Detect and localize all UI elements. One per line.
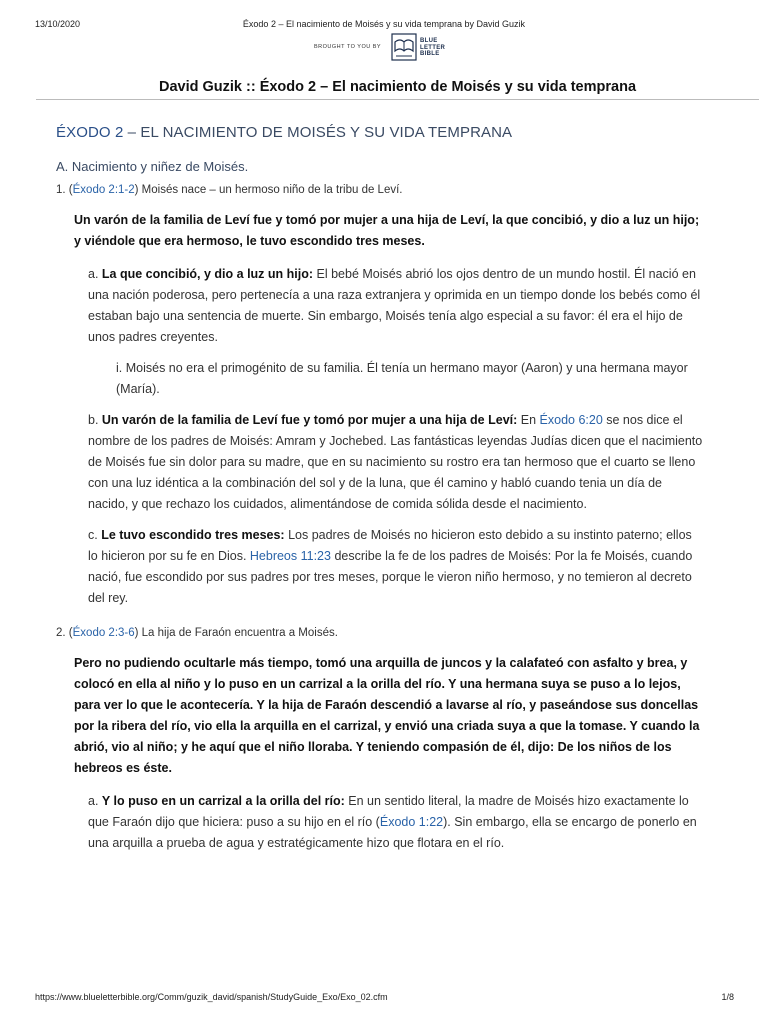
brand-name-line1: BLUE bbox=[420, 38, 438, 44]
paragraph-b-lead: Un varón de la familia de Leví fue y tomó por mujer a una hija de Leví: bbox=[101, 413, 518, 427]
page-number: 1/8 bbox=[721, 992, 734, 1002]
brand-name bbox=[420, 38, 445, 58]
brand-tagline: BROUGHT TO YOU BY bbox=[314, 44, 382, 50]
brand-name-line3: BIBLE bbox=[420, 51, 440, 57]
page-url: https://www.blueletterbible.org/Comm/guzik_david/spanish/StudyGuide_Exo/Exo_02.cfm bbox=[35, 992, 388, 1002]
scripture-quote-1: Un varón de la familia de Leví fue y tomó por mujer a una hija de Leví, la que concibió, y dio a luz un hijo; y viéndole que era hermoso, le tuvo escondido tres meses. bbox=[74, 213, 700, 248]
point-1-prefix: 1. ( bbox=[56, 184, 73, 196]
paragraph-c-text: describe la fe de los padres de Moisés: Por la fe Moisés, cuando nació, fue escondido por sus padres por tres meses, porque le vieron niño hermoso, y no temieron al decreto del rey. bbox=[88, 549, 693, 605]
print-header bbox=[0, 0, 768, 30]
document-title: David Guzik :: Éxodo 2 – El nacimiento de Moisés y su vida temprana bbox=[36, 79, 759, 100]
paragraph-c-pre: Los padres de Moisés no hicieron esto debido a su instinto paterno; ellos lo hicieron por su fe en Dios. bbox=[88, 528, 692, 563]
paragraph-2-a-ref-link[interactable]: Éxodo 1:22 bbox=[379, 815, 444, 829]
paragraph-2-a bbox=[88, 791, 704, 854]
paragraph-a-lead: La que concibió, y dio a luz un hijo: bbox=[101, 267, 314, 281]
point-1-ref-link[interactable]: Éxodo 2:1-2 bbox=[72, 184, 135, 196]
brand-logo-block[interactable] bbox=[314, 33, 464, 63]
paragraph-b-pre: En bbox=[517, 413, 540, 427]
paragraph-b-text: se nos dice el nombre de los padres de Moisés: Amram y Jochebed. Las fantásticas leyendas Judías dicen que el nacimiento de Moisés fue sin dolor para su madre, que en su nacimiento su rostro era tan hermoso que el cuarto se lleno con una luz idéntica a la combinación del sol y de la luna, que él camino y habló cuando tenia un día de nacido, y que rechazo los cuidados, alimentándose de comida sólida desde el nacimiento. bbox=[88, 413, 703, 511]
paragraph-c-label: c. bbox=[88, 528, 102, 542]
paragraph-2-a-text: ). Sin embargo, ella se encargo de ponerlo en una arquilla a prueba de agua y estratégicamente hizo que flotara en el río. bbox=[88, 815, 697, 850]
scripture-quote-2: Pero no pudiendo ocultarle más tiempo, tomó una arquilla de juncos y la calafateó con asfalto y brea, y colocó en ella al niño y lo puso en un carrizal a la orilla del río. Y una hermana suya se puso a lo lejos, para ver lo que le acontecería. Y la hija de Faraón descendió a lavarse al río, y paseándose sus doncellas por la ribera del río, vio ella la arquilla en el carrizal, y envió una criada suya a que la tomase. Y cuando la abrió, vio al niño; y he aquí que el niño lloraba. Y teniendo compasión de él, dijo: De los niños de los hebreos es éste. bbox=[74, 656, 700, 775]
paragraph-a-label: a. bbox=[88, 267, 102, 281]
sub-heading: A. Nacimiento y niñez de Moisés. bbox=[56, 159, 249, 174]
paragraph-c-ref-link[interactable]: Hebreos 11:23 bbox=[249, 549, 331, 563]
paragraph-b-label: b. bbox=[88, 413, 102, 427]
open-book-icon bbox=[391, 33, 417, 61]
paragraph-a-i: i. Moisés no era el primogénito de su familia. Él tenía un hermano mayor (Aaron) y una hermana mayor (María). bbox=[116, 361, 688, 396]
point-2-suffix: ) La hija de Faraón encuentra a Moisés. bbox=[134, 627, 338, 639]
paragraph-a-text: El bebé Moisés abrió los ojos dentro de un mundo hostil. Él nació en una nación poderosa, pero pertenecía a una raza extranjera y oprimida en un tiempo donde los bebés como él estaban bajo una sentencia de muerte. Sin embargo, Moisés tenía algo especial a su favor: él era el hijo de unos padres creyentes. bbox=[88, 267, 701, 344]
paragraph-c bbox=[88, 525, 704, 609]
section-heading-ref[interactable]: ÉXODO 2 bbox=[56, 124, 124, 141]
point-heading-1 bbox=[56, 184, 704, 196]
article-content bbox=[56, 124, 704, 864]
paragraph-c-lead: Le tuvo escondido tres meses: bbox=[101, 528, 285, 542]
point-heading-2 bbox=[56, 627, 704, 639]
point-2-prefix: 2. ( bbox=[56, 627, 73, 639]
point-1-suffix: ) Moisés nace – un hermoso niño de la tribu de Leví. bbox=[134, 184, 403, 196]
brand-name-line2: LETTER bbox=[420, 44, 446, 51]
print-title: Éxodo 2 – El nacimiento de Moisés y su vida temprana by David Guzik bbox=[242, 19, 526, 29]
point-2-ref-link[interactable]: Éxodo 2:3-6 bbox=[72, 627, 135, 639]
paragraph-2-a-label: a. bbox=[88, 794, 102, 808]
paragraph-2-a-lead: Y lo puso en un carrizal a la orilla del río: bbox=[101, 794, 345, 808]
paragraph-a bbox=[88, 264, 704, 348]
section-heading bbox=[56, 124, 704, 141]
paragraph-2-a-pre: En un sentido literal, la madre de Moisés hizo exactamente lo que Faraón dijo que hiciera: puso a su hijo en el río ( bbox=[88, 794, 689, 829]
paragraph-b-ref-link[interactable]: Éxodo 6:20 bbox=[539, 413, 603, 427]
print-date: 13/10/2020 bbox=[35, 19, 81, 29]
section-heading-rest: – EL NACIMIENTO DE MOISÉS Y SU VIDA TEMPRANA bbox=[123, 124, 513, 141]
paragraph-b bbox=[88, 410, 704, 515]
